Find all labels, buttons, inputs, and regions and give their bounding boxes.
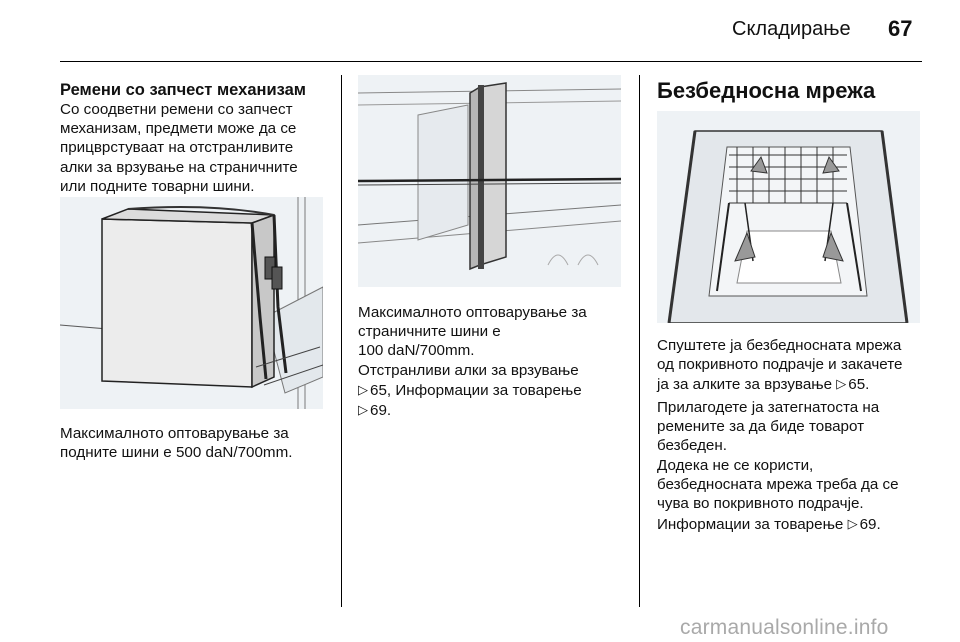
triangle-right-icon: ▷ [847,516,858,531]
triangle-right-icon: ▷ [358,402,368,418]
floor-rail-figure [60,197,323,409]
safety-net-heading: Безбедносна мрежа [657,78,876,103]
section-title: Складирање [732,18,851,40]
safety-net-step-1 [657,336,927,395]
tie-down-reference-tail: , Информации за товарење [386,382,582,400]
side-rail-figure [358,75,621,287]
triangle-right-icon: ▷ [358,382,368,398]
tie-down-reference [358,361,628,421]
safety-net-figure [657,111,920,323]
column-divider [341,75,342,607]
xref-link-page-69[interactable]: 69. [859,516,881,533]
watermark: carmanualsonline.info [680,616,889,639]
page-number: 67 [888,16,913,41]
xref-link-page-65[interactable]: 65 [370,382,387,400]
ratchet-straps-heading: Ремени со запчест механизам [60,81,306,99]
column-divider [639,75,640,607]
tie-down-reference-text: Отстранливи алки за врзување [358,362,579,379]
side-rail-caption: Максималното оптоварување за страничните шини е 100 daN/700mm. [358,304,587,360]
safety-net-reference [657,514,927,534]
floor-rail-caption: Максималното оптоварување за подните шини е 500 daN/700mm. [60,425,293,462]
ratchet-straps-intro: Со соодветни ремени со запчест механизам, предмети може да се прицврстуваат на отстранливите алки за врзување на страничните или подните товарни шини. [60,101,298,195]
triangle-right-icon: ▷ [836,376,847,392]
xref-link-page-65[interactable]: 65. [848,376,870,394]
safety-net-step-2: Прилагодете ја затегнатоста на ремените за да биде товарот безбеден. [657,399,880,455]
safety-net-step-1-text: Спуштете ја безбедносната мрежа од покривното подрачје и закачете ја за алките за врзување [657,337,903,394]
safety-net-step-3: Додека не се користи, безбедносната мрежа треба да се чува во покривното подрачје. [657,457,899,513]
xref-link-page-69[interactable]: 69. [370,402,392,420]
safety-net-reference-text: Информации за товарење [657,516,848,533]
header-divider [60,61,922,62]
